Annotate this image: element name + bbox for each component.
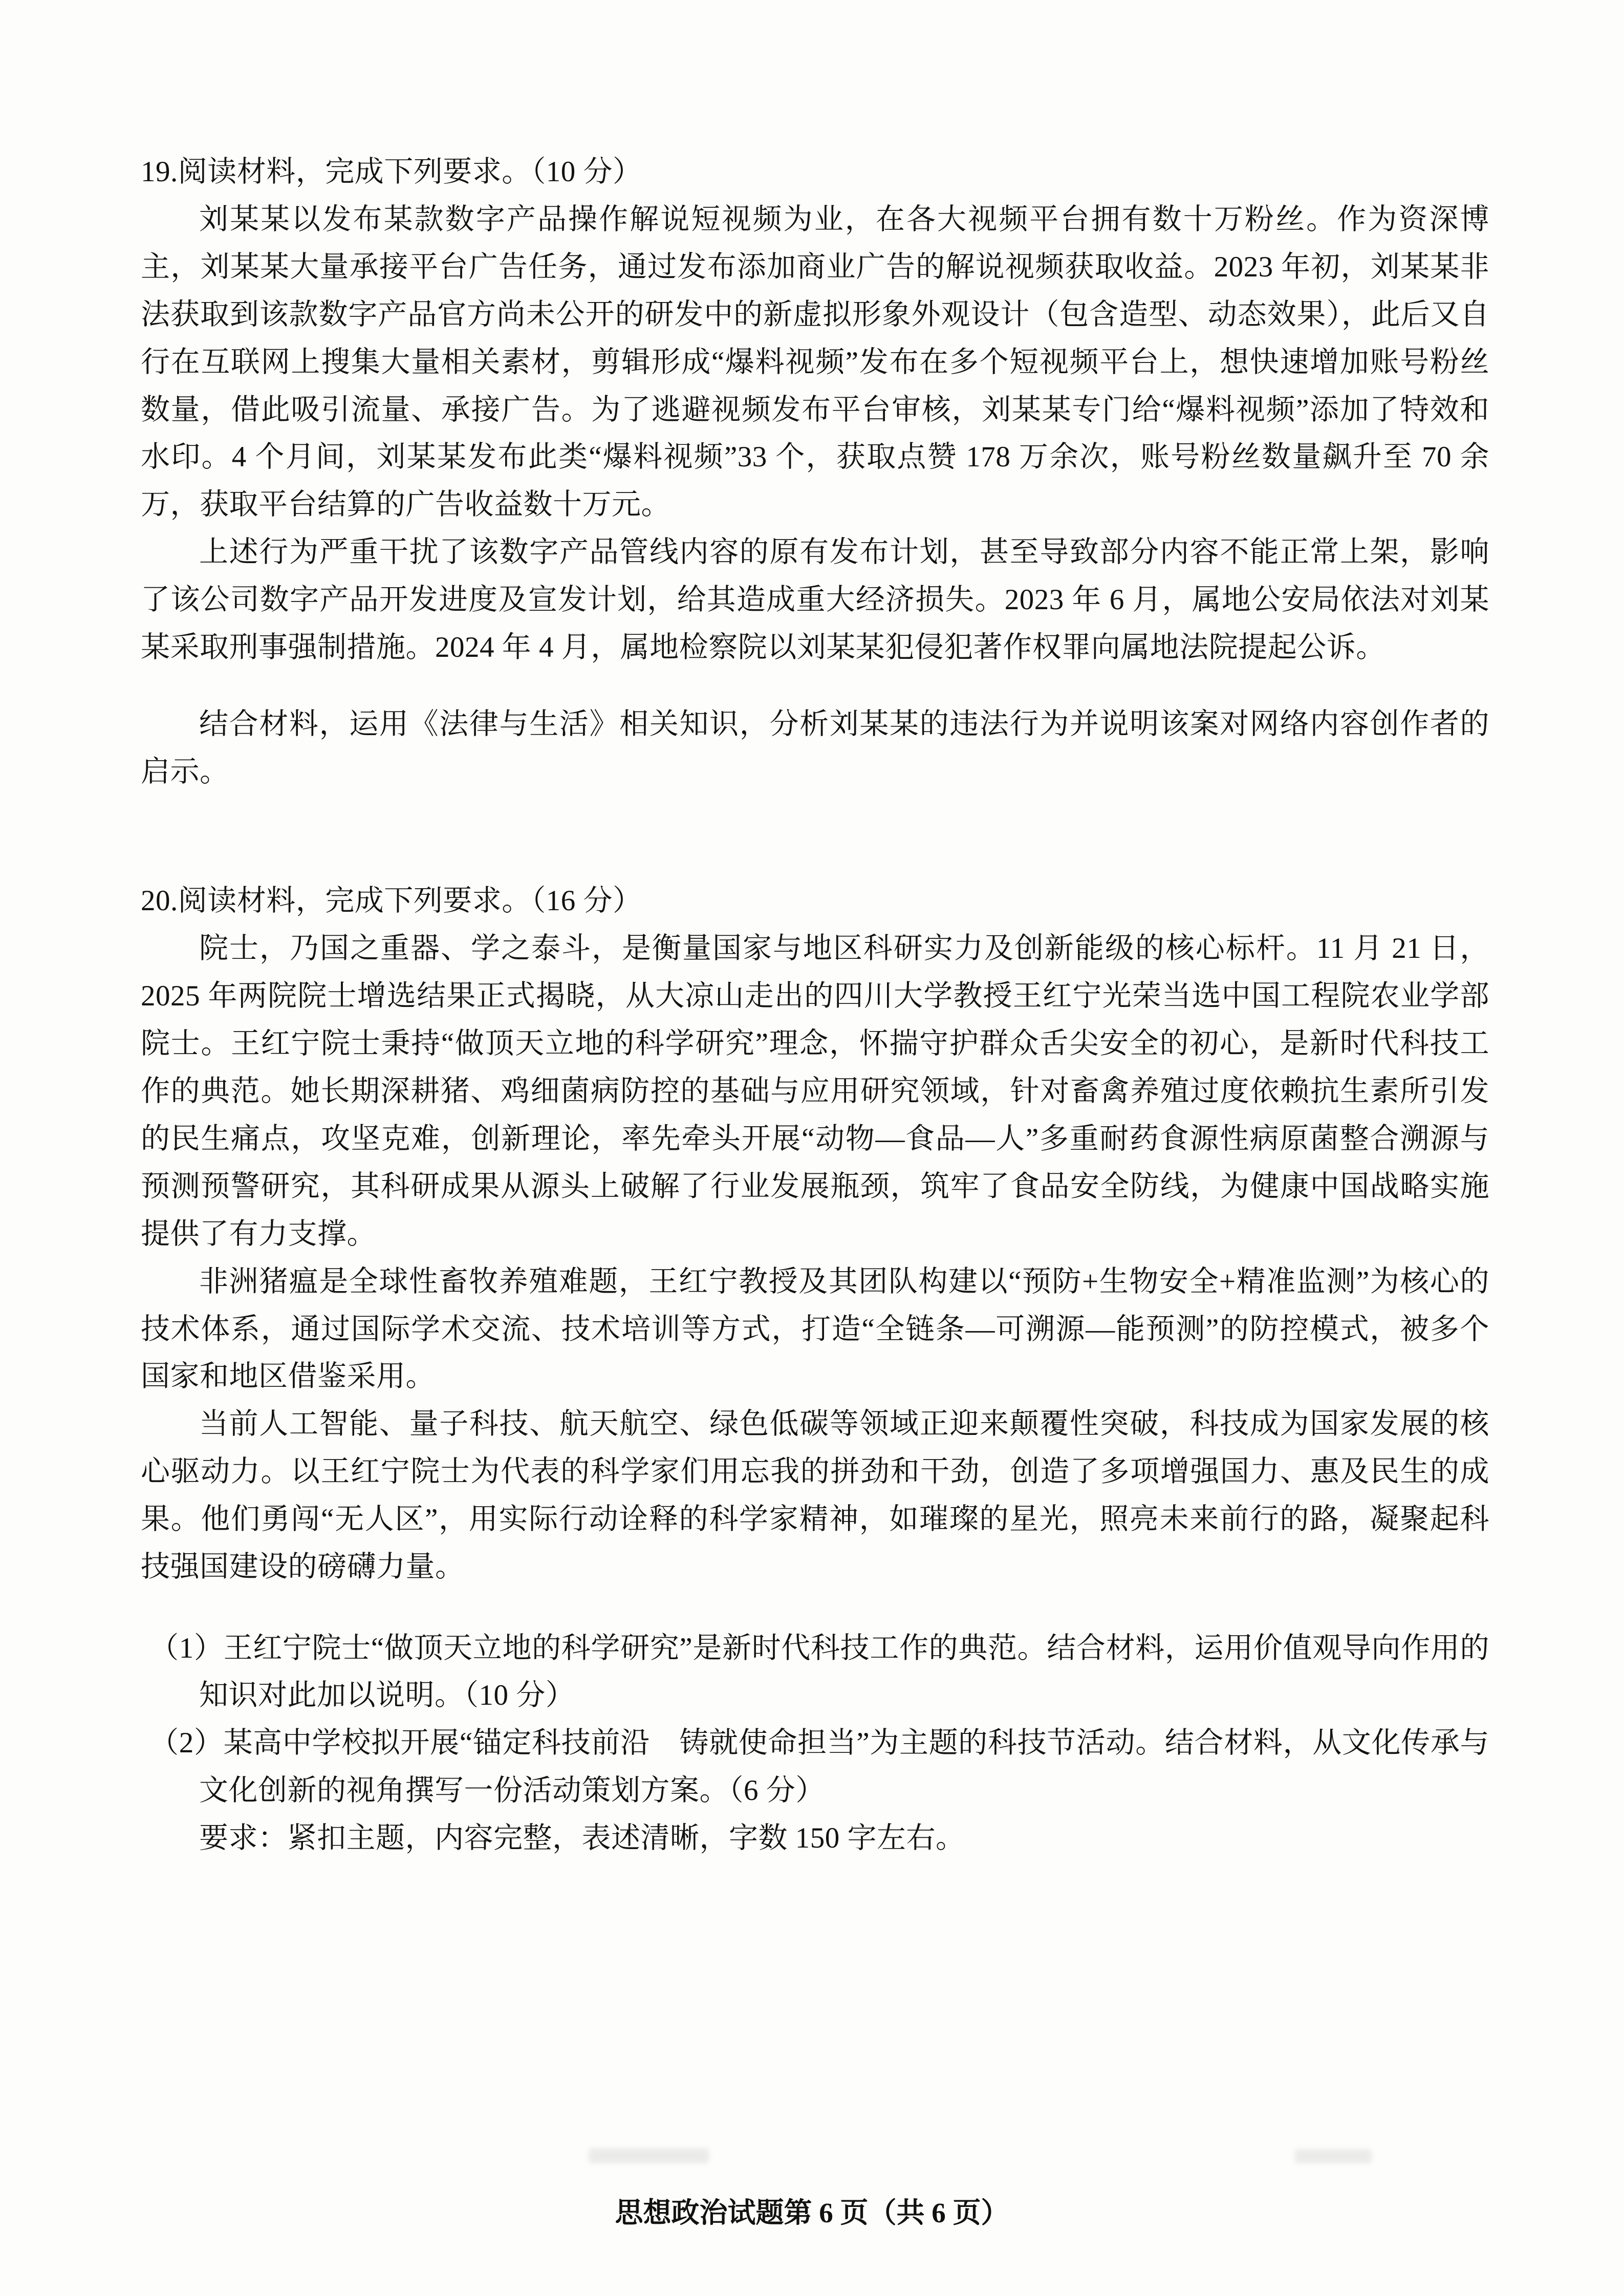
q20-subquestions — [141, 1625, 1489, 1863]
question-19-heading: 19.阅读材料，完成下列要求。（10 分） — [141, 156, 642, 188]
q20-requirement: 要求：紧扣主题，内容完整，表述清晰，字数 150 字左右。 — [199, 1822, 965, 1855]
q20-material-paragraph-1: 院士，乃国之重器、学之泰斗，是衡量国家与地区科研实力及创新能级的核心标杆。11 月 21 日，2025 年两院院士增选结果正式揭晓，从大凉山走出的四川大学教授王红宁光荣当选中国工程院农业学部院士。王红宁院士秉持“做顶天立地的科学研究”理念，怀揣守护群众舌尖安全的初心，是新时代科技工作的典范。她长期深耕猪、鸡细菌病防控的基础与应用研究领域，针对畜禽养殖过度依赖抗生素所引发的民生痛点，攻坚克难，创新理论，率先牵头开展“动物—食品—人”多重耐药食源性病原菌整合溯源与预测预警研究，其科研成果从源头上破解了行业发展瓶颈，筑牢了食品安全防线，为健康中国战略实施提供了有力支撑。 — [141, 932, 1489, 1250]
scan-artifact — [589, 2148, 709, 2163]
question-20-heading: 20.阅读材料，完成下列要求。（16 分） — [141, 885, 642, 917]
exam-content — [141, 148, 1489, 1862]
question-19 — [141, 148, 1489, 796]
q20-material-paragraph-3: 当前人工智能、量子科技、航天航空、绿色低碳等领域正迎来颠覆性突破，科技成为国家发展的核心驱动力。以王红宁院士为代表的科学家们用忘我的拼劲和干劲，创造了多项增强国力、惠及民生的成果。他们勇闯“无人区”，用实际行动诠释的科学家精神，如璀璨的星光，照亮未来前行的路，凝聚起科技强国建设的磅礴力量。 — [141, 1408, 1489, 1583]
question-20 — [141, 877, 1489, 1862]
q19-task: 结合材料，运用《法律与生活》相关知识，分析刘某某的违法行为并说明该案对网络内容创作者的启示。 — [141, 707, 1489, 788]
q19-material-paragraph-2: 上述行为严重干扰了该数字产品管线内容的原有发布计划，甚至导致部分内容不能正常上架，影响了该公司数字产品开发进度及宣发计划，给其造成重大经济损失。2023 年 6 月，属地公安局依法对刘某某采取刑事强制措施。2024 年 4 月，属地检察院以刘某某犯侵犯著作权罪向属地法院提起公诉。 — [141, 536, 1489, 664]
q19-material-paragraph-1: 刘某某以发布某款数字产品操作解说短视频为业，在各大视频平台拥有数十万粉丝。作为资深博主，刘某某大量承接平台广告任务，通过发布添加商业广告的解说视频获取收益。2023 年初，刘某某非法获取到该款数字产品官方尚未公开的研发中的新虚拟形象外观设计（包含造型、动态效果），此后又自行在互联网上搜集大量相关素材，剪辑形成“爆料视频”发布在多个短视频平台上，想快速增加账号粉丝数量，借此吸引流量、承接广告。为了逃避视频发布平台审核，刘某某专门给“爆料视频”添加了特效和水印。4 个月间，刘某某发布此类“爆料视频”33 个，获取点赞 178 万余次，账号粉丝数量飙升至 70 余万，获取平台结算的广告收益数十万元。 — [141, 203, 1489, 521]
q20-subquestion-1: （1）王红宁院士“做顶天立地的科学研究”是新时代科技工作的典范。结合材料，运用价值观导向作用的知识对此加以说明。（10 分） — [149, 1632, 1489, 1712]
q20-material-paragraph-2: 非洲猪瘟是全球性畜牧养殖难题，王红宁教授及其团队构建以“预防+生物安全+精准监测”为核心的技术体系，通过国际学术交流、技术培训等方式，打造“全链条—可溯源—能预测”的防控模式，被多个国家和地区借鉴采用。 — [141, 1265, 1489, 1393]
page-footer: 思想政治试题第 6 页（共 6 页） — [615, 2197, 1009, 2228]
scan-artifact — [1295, 2149, 1372, 2163]
q20-subquestion-2: （2）某高中学校拟开展“锚定科技前沿 铸就使命担当”为主题的科技节活动。结合材料，从文化传承与文化创新的视角撰写一份活动策划方案。（6 分） — [149, 1727, 1489, 1807]
